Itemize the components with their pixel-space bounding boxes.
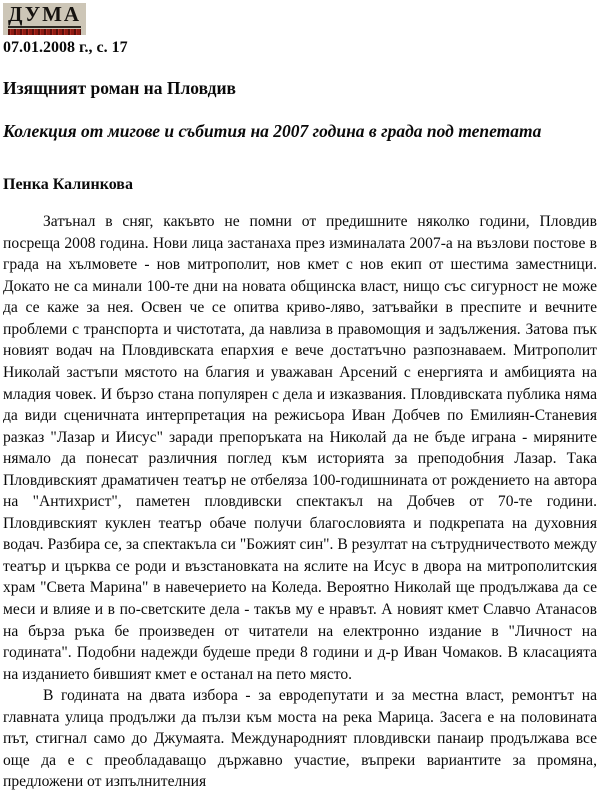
article-headline: Изящният роман на Пловдив [3, 78, 237, 98]
newspaper-logo [3, 3, 86, 35]
article-subtitle: Колекция от мигове и събития на 2007 година в града под тепетата [3, 121, 542, 141]
article-paragraph: Затънал в сняг, какъвто не помни от предишните няколко години, Пловдив посреща 2008 година. Нови лица застанаха през изминалата 2007-а на възлови постове в града на хълмовете - нов митрополит, нов кмет с нов екип от шестима заместници. Докато не са минали 100-те дни на новата общинска власт, нищо със сигурност не може да се каже за нея. Освен че се опитва криво-ляво, затъвайки в преспите и вечните проблеми с транспорта и чистотата, да навлиза в правомощия и задължения. Затова пък новият водач на Пловдивската епархия е вече достатъчно разпознаваем. Митрополит Николай застъпи мястото на благия и уважаван Арсений с енергията и амбицията на младия човек. И бързо стана популярен с дела и изказвания. Пловдивската публика няма да види сценичната интерпретация на режисьора Иван Добчев по Емилиян-Станевия разказ "Лазар и Иисус" заради препоръката на Николай да не бъде играна - миряните нямало да понесат различния поглед към историята за преподобния Лазар. Така Пловдивският драматичен театър не отбеляза 100-годишнината от рождението на автора на "Антихрист", паметен пловдивски спектакъл на Добчев от 70-те години. Пловдивският куклен театър обаче получи благословията и подкрепата на духовния водач. Разбира се, за спектакъла си "Божият син". В резултат на сътрудничеството между театър и църква се роди и възстановката на яслите на Исус в двора на митрополитския храм "Света Марина" в навечерието на Коледа. Вероятно Николай ще продължава да се меси и влияе и в по-светските дела - такъв му е нравът. А новият кмет Славчо Атанасов на бърза ръка бе произведен от читатели на електронно издание в "Личност на годината". Подобни надежди будеше преди 8 години и д-р Иван Чомаков. В класацията на изданието бившият кмет е останал на пето място. [3, 213, 598, 683]
article-author: Пенка Калинкова [3, 176, 133, 194]
masthead [3, 3, 597, 57]
article-paragraph: В годината на двата избора - за евродепутати и за местна власт, ремонтът на главната улица продължи да пълзи към моста на река Марица. Засега е на половината път, стигнал само до Джумаята. Международният пловдивски панаир продължава все още да е с преобладаващо държавно участие, въпреки вариантите за промяна, предложени от изпълнителния [3, 687, 597, 791]
newspaper-logo-text: ДУМА [8, 2, 82, 26]
article-body [3, 211, 597, 793]
newspaper-logo-strip [8, 29, 81, 35]
dateline: 07.01.2008 г., с. 17 [3, 39, 128, 56]
